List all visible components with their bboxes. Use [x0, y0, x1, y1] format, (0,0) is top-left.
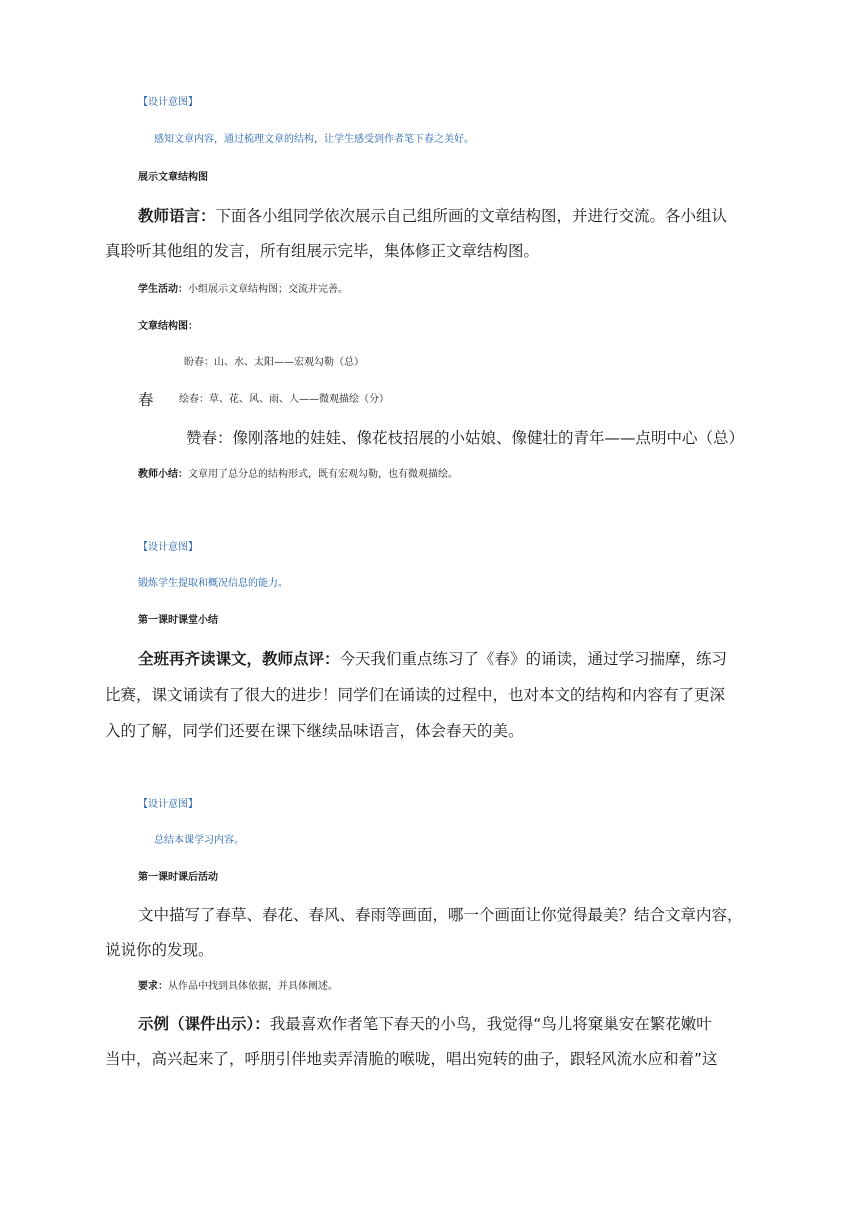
requirement-text: 从作品中找到具体依据，并具体阐述。 [168, 981, 338, 992]
structure-root: 春 [138, 391, 154, 409]
teacher-summary-text: 文章用了总分总的结构形式，既有宏观勾勒，也有微观描绘。 [188, 469, 458, 480]
teacher-summary-label: 教师小结： [138, 469, 188, 480]
requirement-label: 要求： [138, 981, 168, 992]
design-intent-heading: 【设计意图】 [138, 542, 198, 553]
design-intent-heading: 【设计意图】 [138, 97, 198, 108]
class-review-text-cont: 比赛，课文诵读有了很大的进步！同学们在诵读的过程中，也对本文的结构和内容有了更深 [105, 686, 726, 704]
structure-item: 盼春：山、水、太阳——宏观勾勒（总） [184, 357, 364, 368]
example-label: 示例（课件出示）： [138, 1015, 270, 1033]
class-review-label: 全班再齐读课文，教师点评： [138, 650, 340, 668]
activity-question: 文中描写了春草、春花、春风、春雨等画面，哪一个画面让你觉得最美？结合文章内容， [138, 906, 743, 924]
teacher-summary-paragraph [138, 464, 788, 486]
teacher-language-text-cont: 真聆听其他组的发言，所有组展示完毕，集体修正文章结构图。 [105, 242, 540, 260]
design-intent-text: 总结本课学习内容。 [154, 835, 244, 846]
section-title: 第一课时课后活动 [138, 872, 218, 883]
teacher-language-paragraph [138, 205, 755, 227]
structure-diagram-label: 文章结构图： [138, 321, 198, 332]
teacher-language-label: 教师语言： [138, 207, 216, 225]
class-review-text: 今天我们重点练习了《春》的诵读，通过学习揣摩，练习 [339, 650, 728, 668]
class-review-paragraph [138, 648, 755, 670]
student-activity-label: 学生活动： [138, 284, 188, 295]
example-text: 我最喜欢作者笔下春天的小鸟，我觉得“鸟儿将窠巢安在繁花嫩叶 [269, 1015, 712, 1033]
section-title: 展示文章结构图 [138, 172, 208, 183]
student-activity-text: 小组展示文章结构图；交流并完善。 [188, 284, 348, 295]
example-text-cont: 当中，高兴起来了，呼朋引伴地卖弄清脆的喉咙，唱出宛转的曲子，跟轻风流水应和着”这 [105, 1050, 718, 1068]
class-review-text-cont: 入的了解，同学们还要在课下继续品味语言，体会春天的美。 [105, 722, 524, 740]
activity-question-cont: 说说你的发现。 [105, 941, 214, 959]
example-paragraph [138, 1013, 755, 1035]
student-activity-paragraph [138, 279, 788, 301]
design-intent-text: 锻炼学生提取和概况信息的能力。 [138, 578, 288, 589]
structure-item: 绘春：草、花、风、雨、人——微观描绘（分） [179, 394, 389, 405]
design-intent-heading: 【设计意图】 [138, 799, 198, 810]
section-title: 第一课时课堂小结 [138, 615, 218, 626]
structure-item: 赞春：像刚落地的娃娃、像花枝招展的小姑娘、像健壮的青年——点明中心（总） [186, 429, 745, 447]
design-intent-text: 感知文章内容，通过梳理文章的结构，让学生感受到作者笔下春之美好。 [154, 134, 474, 145]
teacher-language-text: 下面各小组同学依次展示自己组所画的文章结构图，并进行交流。各小组认 [215, 207, 728, 225]
requirement-paragraph [138, 976, 788, 998]
